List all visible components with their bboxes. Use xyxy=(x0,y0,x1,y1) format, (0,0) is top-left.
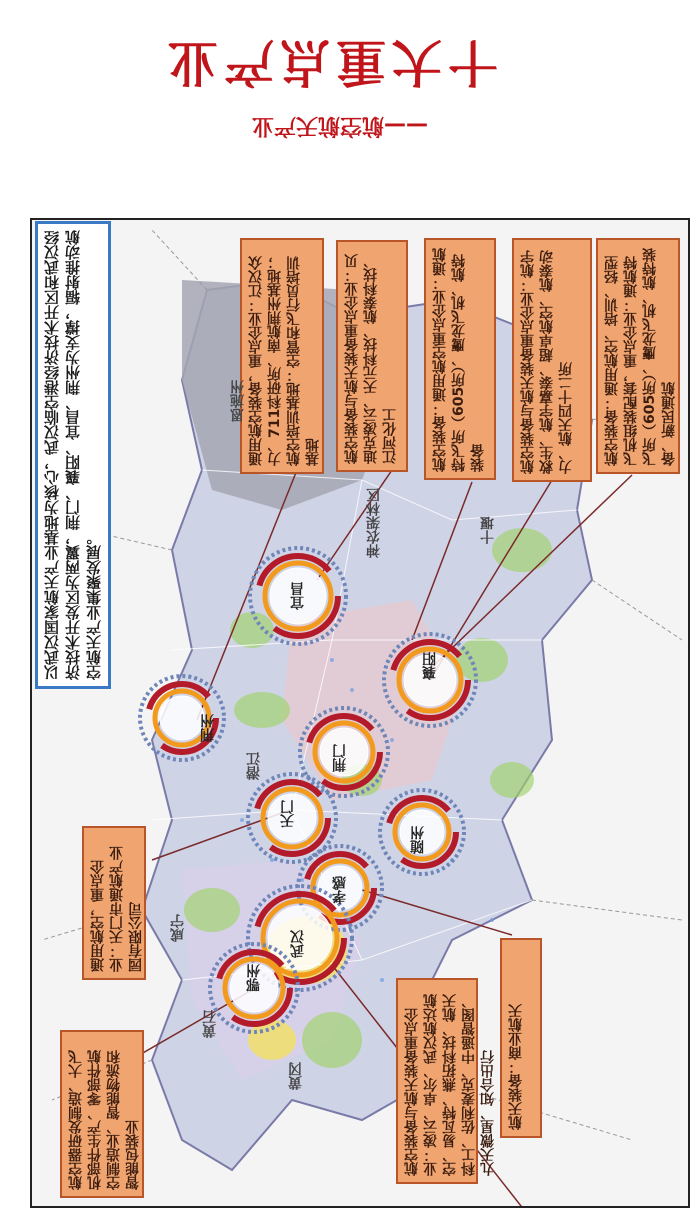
note-jingmen: 航空装备与航天装备重点企业：贝迪克凌云、天元科技、航泰科技、江河化工 xyxy=(336,240,408,472)
hub-label-suizhou: 随州 xyxy=(410,826,426,854)
region-label-shiyan: 十堰 xyxy=(480,516,496,544)
hub-ring-xiangyang xyxy=(384,634,476,726)
hub-label-jingzhou: 荆州 xyxy=(200,714,216,742)
intro-text: 以武汉国家航天产业基地为核心，武汉临空港经济技术开区和武汉经济技术开发区为两翼，荆门、襄阳、宜昌、荆州为支撑，辐射推动航空航天产业集聚发展。 xyxy=(35,221,111,689)
region-label-huangshi: 黄石 xyxy=(202,1010,218,1038)
hub-label-wuhan: 武汉 xyxy=(290,930,306,958)
note-shiyan: 航空装备：通用航空重点企业：通航特飞所（605所）、鹰龙飞机、航特装备 xyxy=(424,238,496,480)
region-label-enshi: 恩施州 xyxy=(230,380,246,422)
note-jingzhou: 通用航空装备，重点企业：江汉众力、711科研所、南航荆州基地；航空培训基地：空管和飞行员培训基地 xyxy=(240,238,324,474)
region-label-shennongjia: 神农架林区 xyxy=(366,488,382,558)
region-label-qianjiang: 潜江 xyxy=(246,752,262,780)
note-xiangyang: 航空装备：通用航空、培训、轻型飞机组装配套，重点企业：通航特飞所（605所）、鹰龙飞机、航特装备、新民通航 xyxy=(596,238,680,474)
note-xiangyang-2: 航空装备与航天装备重点企业：航宇救生、航宇嘉泰、超卓航空、航泰动力、航天四十二所 xyxy=(512,238,592,482)
region-label-xianning: 咸宁 xyxy=(170,914,186,942)
hub-label-xiaogan: 孝感 xyxy=(332,876,348,904)
hub-label-jingmen: 荆门 xyxy=(332,744,348,772)
note-wuhan: 航空装备与航天装备重点企业：凌云、卓尔、武汉航达航空、易瓦特、燕拓科技、航天科工、佐利麦克、中遥智图、九天微星、知合出行 xyxy=(396,978,478,1184)
hub-label-yichang: 宜昌 xyxy=(290,582,306,610)
note-tianmen: 通用航空，重点企业：天门市通航产业园有限公司 xyxy=(82,826,146,980)
hub-label-xiangyang: 襄阳 xyxy=(422,652,438,680)
page-subtitle: ——航空航天产业 xyxy=(252,113,429,138)
note-xiaogan: 航天装备：商业航天 xyxy=(500,938,542,1138)
page-title: 十大重点产业 xyxy=(162,33,498,91)
note-ezhou: 航空器研发制造、大飞机部件生产、零部件航空制造业、智能物流和智能包装业 xyxy=(60,1030,144,1198)
region-label-huanggang: 黄冈 xyxy=(288,1062,304,1090)
hub-label-tianmen: 天门 xyxy=(280,800,296,828)
hub-label-ezhou: 鄂州 xyxy=(246,964,262,992)
